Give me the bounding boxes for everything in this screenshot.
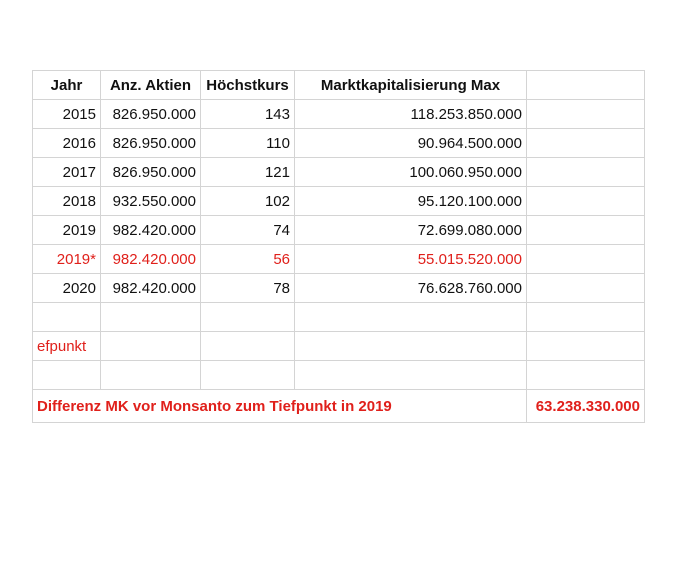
cell-empty[interactable] [527, 158, 645, 187]
spreadsheet [32, 70, 645, 423]
cell-year[interactable]: 2019 [33, 216, 101, 245]
cell-empty[interactable] [295, 332, 527, 361]
header-marktkapitalisierung[interactable]: Marktkapitalisierung Max [295, 71, 527, 100]
cell-empty[interactable] [295, 303, 527, 332]
note-row [33, 332, 645, 361]
cell-empty[interactable] [101, 303, 201, 332]
table-row [33, 187, 645, 216]
summary-value[interactable]: 63.238.330.000 [527, 390, 645, 423]
cell-market-cap[interactable]: 90.964.500.000 [295, 129, 527, 158]
cell-shares[interactable]: 982.420.000 [101, 245, 201, 274]
cell-shares[interactable]: 826.950.000 [101, 158, 201, 187]
header-empty[interactable] [527, 71, 645, 100]
header-anz-aktien[interactable]: Anz. Aktien [101, 71, 201, 100]
cell-empty[interactable] [527, 332, 645, 361]
cell-year[interactable]: 2020 [33, 274, 101, 303]
cell-empty[interactable] [527, 187, 645, 216]
cell-empty[interactable] [33, 361, 101, 390]
cell-shares[interactable]: 982.420.000 [101, 216, 201, 245]
table-row [33, 158, 645, 187]
cell-empty[interactable] [527, 100, 645, 129]
cell-market-cap[interactable]: 55.015.520.000 [295, 245, 527, 274]
header-row [33, 71, 645, 100]
cell-empty[interactable] [101, 332, 201, 361]
empty-row [33, 303, 645, 332]
cell-year[interactable]: 2017 [33, 158, 101, 187]
cell-empty[interactable] [527, 303, 645, 332]
cell-year[interactable]: 2016 [33, 129, 101, 158]
cell-empty[interactable] [201, 332, 295, 361]
market-cap-table [32, 70, 645, 423]
note-cell[interactable]: efpunkt [33, 332, 101, 361]
cell-year[interactable]: 2018 [33, 187, 101, 216]
table-row [33, 216, 645, 245]
cell-high-price[interactable]: 102 [201, 187, 295, 216]
cell-high-price[interactable]: 121 [201, 158, 295, 187]
cell-high-price[interactable]: 56 [201, 245, 295, 274]
table-row [33, 274, 645, 303]
cell-shares[interactable]: 826.950.000 [101, 129, 201, 158]
table-row-highlighted [33, 245, 645, 274]
header-jahr[interactable]: Jahr [33, 71, 101, 100]
empty-row [33, 361, 645, 390]
table-row [33, 129, 645, 158]
cell-high-price[interactable]: 110 [201, 129, 295, 158]
summary-row [33, 390, 645, 423]
cell-high-price[interactable]: 74 [201, 216, 295, 245]
cell-empty[interactable] [295, 361, 527, 390]
cell-empty[interactable] [527, 245, 645, 274]
cell-empty[interactable] [527, 274, 645, 303]
cell-empty[interactable] [101, 361, 201, 390]
cell-empty[interactable] [33, 303, 101, 332]
cell-shares[interactable]: 826.950.000 [101, 100, 201, 129]
cell-market-cap[interactable]: 72.699.080.000 [295, 216, 527, 245]
cell-empty[interactable] [527, 129, 645, 158]
cell-empty[interactable] [527, 361, 645, 390]
cell-empty[interactable] [201, 303, 295, 332]
cell-market-cap[interactable]: 118.253.850.000 [295, 100, 527, 129]
cell-empty[interactable] [201, 361, 295, 390]
cell-market-cap[interactable]: 95.120.100.000 [295, 187, 527, 216]
cell-high-price[interactable]: 143 [201, 100, 295, 129]
summary-label[interactable]: Differenz MK vor Monsanto zum Tiefpunkt in 2019 [33, 390, 527, 423]
header-hoechstkurs[interactable]: Höchstkurs [201, 71, 295, 100]
table-row [33, 100, 645, 129]
cell-shares[interactable]: 982.420.000 [101, 274, 201, 303]
cell-year[interactable]: 2015 [33, 100, 101, 129]
cell-market-cap[interactable]: 100.060.950.000 [295, 158, 527, 187]
cell-year[interactable]: 2019* [33, 245, 101, 274]
cell-market-cap[interactable]: 76.628.760.000 [295, 274, 527, 303]
cell-high-price[interactable]: 78 [201, 274, 295, 303]
cell-shares[interactable]: 932.550.000 [101, 187, 201, 216]
cell-empty[interactable] [527, 216, 645, 245]
